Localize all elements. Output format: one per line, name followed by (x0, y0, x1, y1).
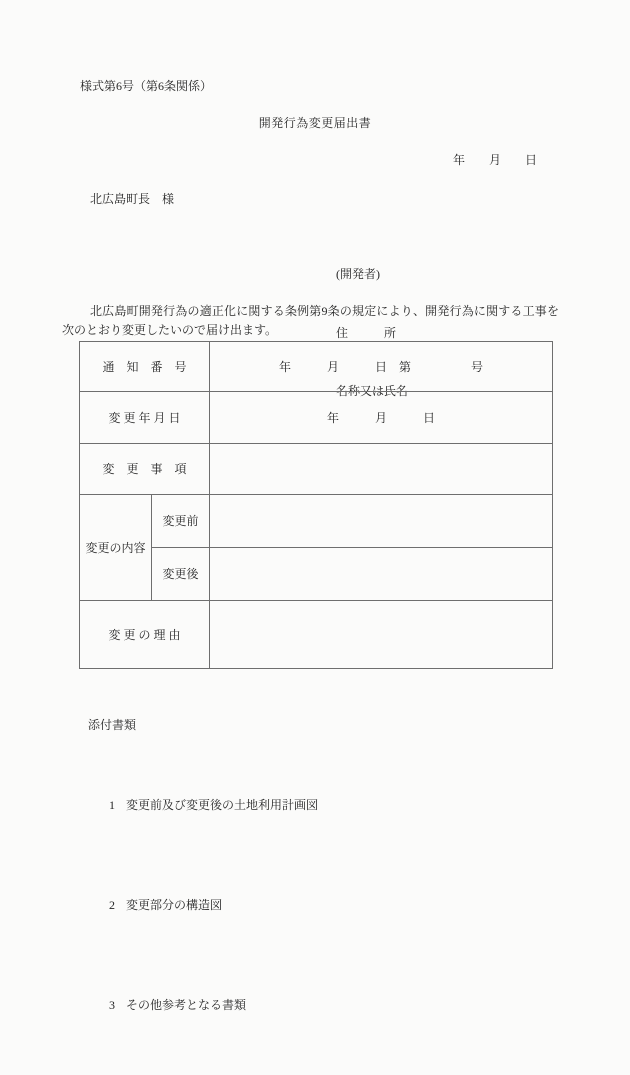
page-title: 開発行為変更届出書 (258, 116, 372, 130)
after-change-value-cell (210, 548, 553, 601)
attachment-number: 2 (109, 898, 115, 912)
attachments-heading: 添付書類 (88, 718, 137, 732)
table-row (80, 444, 553, 495)
notification-table (79, 341, 553, 669)
attachment-number: 3 (109, 998, 115, 1012)
attachment-item (88, 775, 318, 835)
after-change-label-cell: 変更後 (152, 548, 210, 601)
attachment-text: 変更部分の構造図 (126, 898, 223, 912)
table-row (80, 392, 553, 444)
form-number: 様式第6号（第6条関係） (80, 79, 213, 93)
change-date-value-cell: 年 月 日 (210, 392, 553, 444)
developer-address-label: 住 所 (336, 325, 397, 340)
change-reason-label-cell: 変 更 の 理 由 (80, 601, 210, 669)
attachment-number: 1 (109, 798, 115, 812)
change-items-value-cell (210, 444, 553, 495)
addressee: 北広島町長 様 (90, 192, 175, 206)
date-line: 年 月 日 (453, 153, 538, 167)
developer-name-label: 名称又は氏名 (336, 384, 409, 398)
change-items-label-cell: 変 更 事 項 (80, 444, 210, 495)
change-content-label-cell: 変更の内容 (80, 495, 152, 601)
table-row (80, 495, 553, 548)
table-row (80, 601, 553, 669)
change-date-label-cell: 変 更 年 月 日 (80, 392, 210, 444)
attachments-section (88, 675, 318, 1075)
notice-number-value-cell: 年 月 日 第 号 (210, 342, 553, 392)
attachment-text: 変更前及び変更後の土地利用計画図 (126, 798, 319, 812)
notice-number-label-cell: 通 知 番 号 (80, 342, 210, 392)
developer-heading: (開発者) (336, 267, 380, 281)
before-change-value-cell (210, 495, 553, 548)
body-paragraph: 北広島町開発行為の適正化に関する条例第9条の規定により、開発行為に関する工事を次のとおり変更したいので届け出ます。 (62, 304, 559, 337)
attachment-text: その他参考となる書類 (126, 998, 247, 1012)
change-reason-value-cell (210, 601, 553, 669)
attachment-item (88, 875, 318, 935)
before-change-label-cell: 変更前 (152, 495, 210, 548)
table-row (80, 342, 553, 392)
attachment-item (88, 975, 318, 1035)
